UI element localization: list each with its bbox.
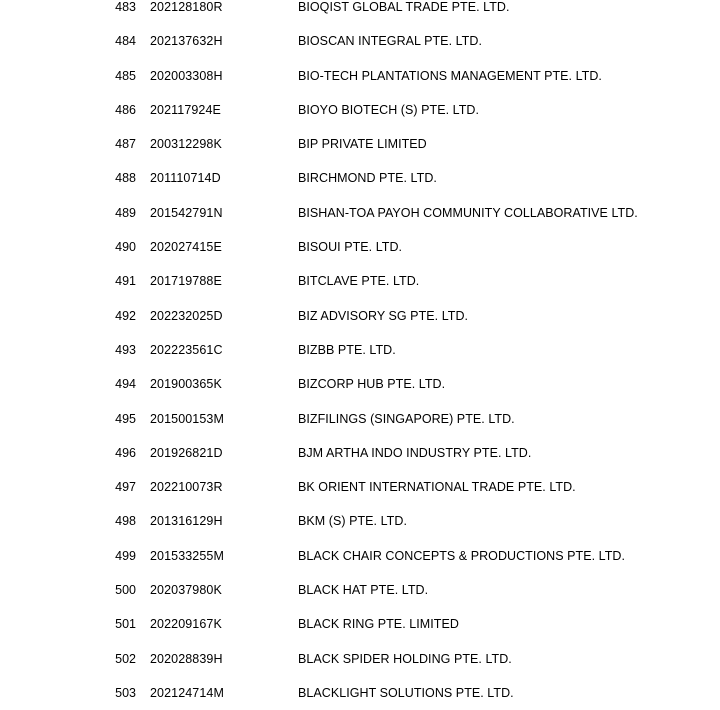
row-entity-name: BIZFILINGS (SINGAPORE) PTE. LTD. [298, 411, 515, 426]
table-row [0, 470, 720, 504]
row-entity-name: BKM (S) PTE. LTD. [298, 514, 407, 529]
row-index: 497 [115, 480, 136, 495]
row-uen: 201500153M [150, 411, 224, 426]
row-entity-name: BIOSCAN INTEGRAL PTE. LTD. [298, 34, 482, 49]
table-row [0, 573, 720, 607]
row-uen: 202137632H [150, 34, 223, 49]
row-index: 502 [115, 651, 136, 666]
row-uen: 202003308H [150, 68, 223, 83]
row-uen: 202223561C [150, 342, 223, 357]
table-row [0, 333, 720, 367]
row-entity-name: BIOYO BIOTECH (S) PTE. LTD. [298, 102, 480, 117]
row-entity-name: BIZBB PTE. LTD. [298, 342, 396, 357]
row-uen: 202128180R [150, 0, 223, 14]
row-uen: 202209167K [150, 617, 222, 632]
table-row [0, 367, 720, 401]
row-index: 489 [115, 205, 136, 220]
table-row [0, 230, 720, 264]
row-uen: 201316129H [150, 514, 223, 529]
table-row [0, 93, 720, 127]
row-uen: 202210073R [150, 480, 223, 495]
row-entity-name: BLACK SPIDER HOLDING PTE. LTD. [298, 651, 512, 666]
row-uen: 201533255M [150, 548, 224, 563]
table-row [0, 436, 720, 470]
table-row [0, 196, 720, 230]
row-entity-name: BIZ ADVISORY SG PTE. LTD. [298, 308, 469, 323]
row-index: 498 [115, 514, 136, 529]
row-entity-name: BIP PRIVATE LIMITED [298, 137, 427, 152]
row-uen: 202117924E [150, 102, 221, 117]
row-uen: 200312298K [150, 137, 222, 152]
row-entity-name: BLACKLIGHT SOLUTIONS PTE. LTD. [298, 685, 514, 700]
row-entity-name: BIOQIST GLOBAL TRADE PTE. LTD. [298, 0, 510, 14]
row-uen: 202037980K [150, 583, 222, 598]
row-index: 491 [115, 274, 136, 289]
row-entity-name: BK ORIENT INTERNATIONAL TRADE PTE. LTD. [298, 480, 576, 495]
row-uen: 201900365K [150, 377, 222, 392]
row-index: 493 [115, 342, 136, 357]
row-entity-name: BLACK HAT PTE. LTD. [298, 583, 429, 598]
row-entity-name: BJM ARTHA INDO INDUSTRY PTE. LTD. [298, 445, 532, 460]
row-uen: 201110714D [150, 171, 221, 186]
row-entity-name: BLACK RING PTE. LIMITED [298, 617, 459, 632]
table-row [0, 539, 720, 573]
row-index: 501 [115, 617, 136, 632]
row-index: 485 [115, 68, 136, 83]
row-index: 495 [115, 411, 136, 426]
table-row [0, 504, 720, 538]
row-index: 492 [115, 308, 136, 323]
row-index: 486 [115, 102, 136, 117]
table-row [0, 127, 720, 161]
row-uen: 201542791N [150, 205, 223, 220]
table-row [0, 642, 720, 676]
table-row [0, 264, 720, 298]
table-row [0, 24, 720, 58]
row-index: 484 [115, 34, 136, 49]
row-index: 499 [115, 548, 136, 563]
row-uen: 201926821D [150, 445, 223, 460]
row-uen: 202027415E [150, 240, 222, 255]
table-row [0, 676, 720, 710]
row-uen: 201719788E [150, 274, 222, 289]
row-index: 488 [115, 171, 136, 186]
row-entity-name: BIZCORP HUB PTE. LTD. [298, 377, 446, 392]
row-index: 490 [115, 240, 136, 255]
row-index: 483 [115, 0, 136, 14]
table-row [0, 59, 720, 93]
row-uen: 202028839H [150, 651, 223, 666]
row-index: 500 [115, 583, 136, 598]
row-entity-name: BIO-TECH PLANTATIONS MANAGEMENT PTE. LTD. [298, 68, 602, 83]
row-entity-name: BITCLAVE PTE. LTD. [298, 274, 420, 289]
table-row [0, 607, 720, 641]
row-uen: 202124714M [150, 685, 224, 700]
row-entity-name: BLACK CHAIR CONCEPTS & PRODUCTIONS PTE. LTD. [298, 548, 626, 563]
row-index: 503 [115, 685, 136, 700]
table-row [0, 0, 720, 24]
row-uen: 202232025D [150, 308, 223, 323]
row-entity-name: BISHAN-TOA PAYOH COMMUNITY COLLABORATIVE LTD. [298, 205, 638, 220]
row-index: 494 [115, 377, 136, 392]
row-index: 496 [115, 445, 136, 460]
row-index: 487 [115, 137, 136, 152]
row-entity-name: BIRCHMOND PTE. LTD. [298, 171, 437, 186]
table-row [0, 402, 720, 436]
row-entity-name: BISOUI PTE. LTD. [298, 240, 403, 255]
table-row [0, 299, 720, 333]
table-row [0, 161, 720, 195]
